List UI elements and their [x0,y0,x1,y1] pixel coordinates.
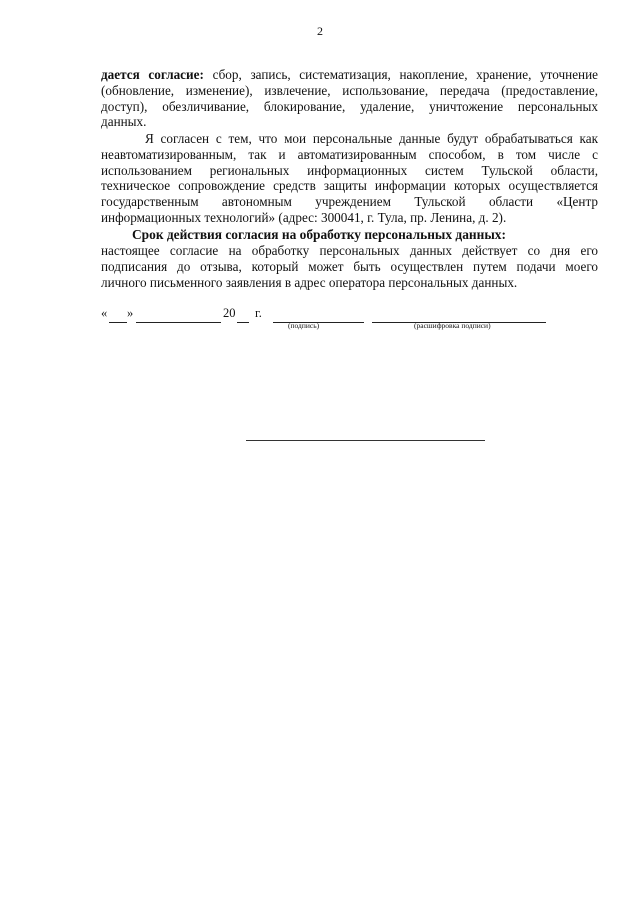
month-field[interactable] [136,308,221,323]
page-number: 2 [317,24,323,38]
day-field[interactable] [109,308,127,323]
consent-label: дается согласие: [101,67,204,82]
date-open-quote: « [101,306,108,320]
date-close-quote: » [127,306,134,320]
consent-actions-text: сбор, запись, систематизация, накопление, хранение, уточнение [212,67,599,82]
paragraph-line [101,67,598,83]
paragraph-line: подписания до отзыва, который может быть осуществлен путем подачи моего [101,258,598,274]
year-field[interactable] [237,308,249,323]
validity-paragraph [101,243,598,290]
paragraph-line: государственным автономным учреждением Тульской области «Центр [101,194,598,210]
signature-row [101,306,561,326]
year-prefix: 20 [223,306,236,320]
paragraph-line: использованием региональных информационных систем Тульской области, [101,162,598,178]
processing-method-paragraph [101,131,598,226]
paragraph-line: информационных технологий» (адрес: 300041, г. Тула, пр. Ленина, д. 2). [101,209,507,225]
decoding-caption: (расшифровка подписи) [414,321,491,330]
paragraph-line: личного письменного заявления в адрес оператора персональных данных. [101,274,518,290]
signature-caption: (подпись) [288,321,320,330]
paragraph-line: настоящее согласие на обработку персональных данных действует со дня его [101,243,598,258]
consent-actions-paragraph [101,67,598,130]
paragraph-line: техническое сопровождение средств защиты информации которых осуществляется [101,178,598,194]
year-suffix: г. [255,306,262,320]
paragraph-line: доступ), обезличивание, блокирование, удаление, уничтожение персональных [101,98,598,114]
paragraph-line: (обновление, изменение), извлечение, использование, передача (предоставление, [101,82,598,98]
paragraph-line: данных. [101,114,147,130]
paragraph-line: Я согласен с тем, что мои персональные данные будут обрабатываться как [145,131,598,146]
validity-heading: Срок действия согласия на обработку персональных данных: [132,227,506,242]
paragraph-line: неавтоматизированным, так и автоматизированным способом, в том числе с [101,146,598,162]
separator-line [246,440,485,441]
